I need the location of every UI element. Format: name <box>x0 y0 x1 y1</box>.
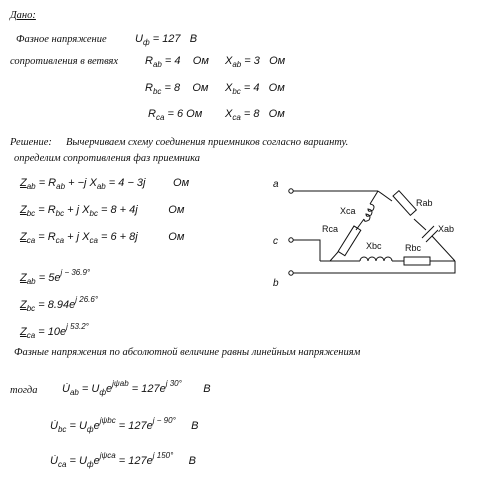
wire-c <box>293 240 320 261</box>
label-xbc: Xbc <box>366 241 382 251</box>
wire-ab-mid <box>414 219 426 230</box>
uca-equation: $U̇_{ca} = U_фe^{j\psi ca} = 127e^{j 150^\circ}$ В <box>50 451 196 469</box>
zbc-equation: $Z_{bc} = R_{bc} + j$ $X_{bc} = 8 + 4j$ Ом <box>20 204 185 218</box>
zab-equation: $Z_{ab} = R_{ab} + -j$ $X_{ab} = 4 - 3j$ Ом <box>20 177 190 191</box>
terminal-b <box>289 271 293 275</box>
wire-ab-top <box>378 191 392 201</box>
rbc-given: $R_{bc} = 8$ Ом <box>145 82 209 96</box>
given-heading: Дано: <box>10 10 36 21</box>
inductor-xbc <box>360 257 392 261</box>
phase-voltage-label: Фазное напряжение <box>16 34 107 45</box>
resistances-label: сопротивления в ветвях <box>10 56 119 67</box>
label-node-b: b <box>273 278 279 289</box>
wire-ca-bot <box>330 252 338 261</box>
label-xca: Xca <box>340 206 356 216</box>
xbc-given: $X_{bc} = 4$ Ом <box>225 82 285 96</box>
wire-ca-top <box>370 191 378 204</box>
then-word: тогда <box>10 385 38 396</box>
wire-b <box>293 261 455 273</box>
zca-equation: $Z_{ca} = R_{ca} + j$ $X_{ca} = 6 + 8j$ Ом <box>20 231 185 245</box>
voltages-text: Фазные напряжения по абсолютной величине равны линейным напряжениям <box>14 347 361 358</box>
solution-heading: Решение: <box>10 137 52 148</box>
label-node-a: a <box>273 179 279 190</box>
terminal-c <box>289 238 293 242</box>
resistor-rbc <box>404 257 430 265</box>
terminal-a <box>289 189 293 193</box>
xab-given: $X_{ab} = 3$ Ом <box>225 55 286 69</box>
zab-polar: $Z_{ab} = 5e^{j - 36.9^\circ}$ <box>20 268 91 286</box>
zbc-polar: $Z_{bc} = 8.94e^{j 26.6^\circ}$ <box>20 295 99 313</box>
inductor-xca <box>364 204 374 221</box>
zca-polar: $Z_{ca} = 10e^{j 53.2^\circ}$ <box>20 322 89 340</box>
wire-ab-bot <box>432 236 455 261</box>
label-xab: Xab <box>438 224 455 234</box>
rab-given: $R_{ab} = 4$ Ом <box>145 55 209 69</box>
solution-subtext: определим сопротивления фаз приемника <box>14 153 201 164</box>
xca-given: $X_{ca} = 8$ Ом <box>225 108 285 122</box>
resistor-rab <box>393 191 416 216</box>
label-node-c: c <box>273 236 278 247</box>
ubc-equation: $U̇_{bc} = U_фe^{j\psi bc} = 127e^{j - 90^\circ}$ В <box>50 416 199 434</box>
uab-equation: $U̇_{ab} = U_фe^{j\psi ab} = 127e^{j 30^\circ}$ В <box>62 379 211 397</box>
phase-voltage: $U_ф = 127$ В <box>135 33 198 47</box>
label-rca: Rca <box>322 224 339 234</box>
label-rbc: Rbc <box>405 243 422 253</box>
solution-text: Вычерчиваем схему соединения приемников согласно варианту. <box>66 137 349 148</box>
label-rab: Rab <box>416 198 433 208</box>
rca-given: $R_{ca} = 6$ Ом <box>148 108 203 122</box>
resistor-rca <box>338 226 361 256</box>
